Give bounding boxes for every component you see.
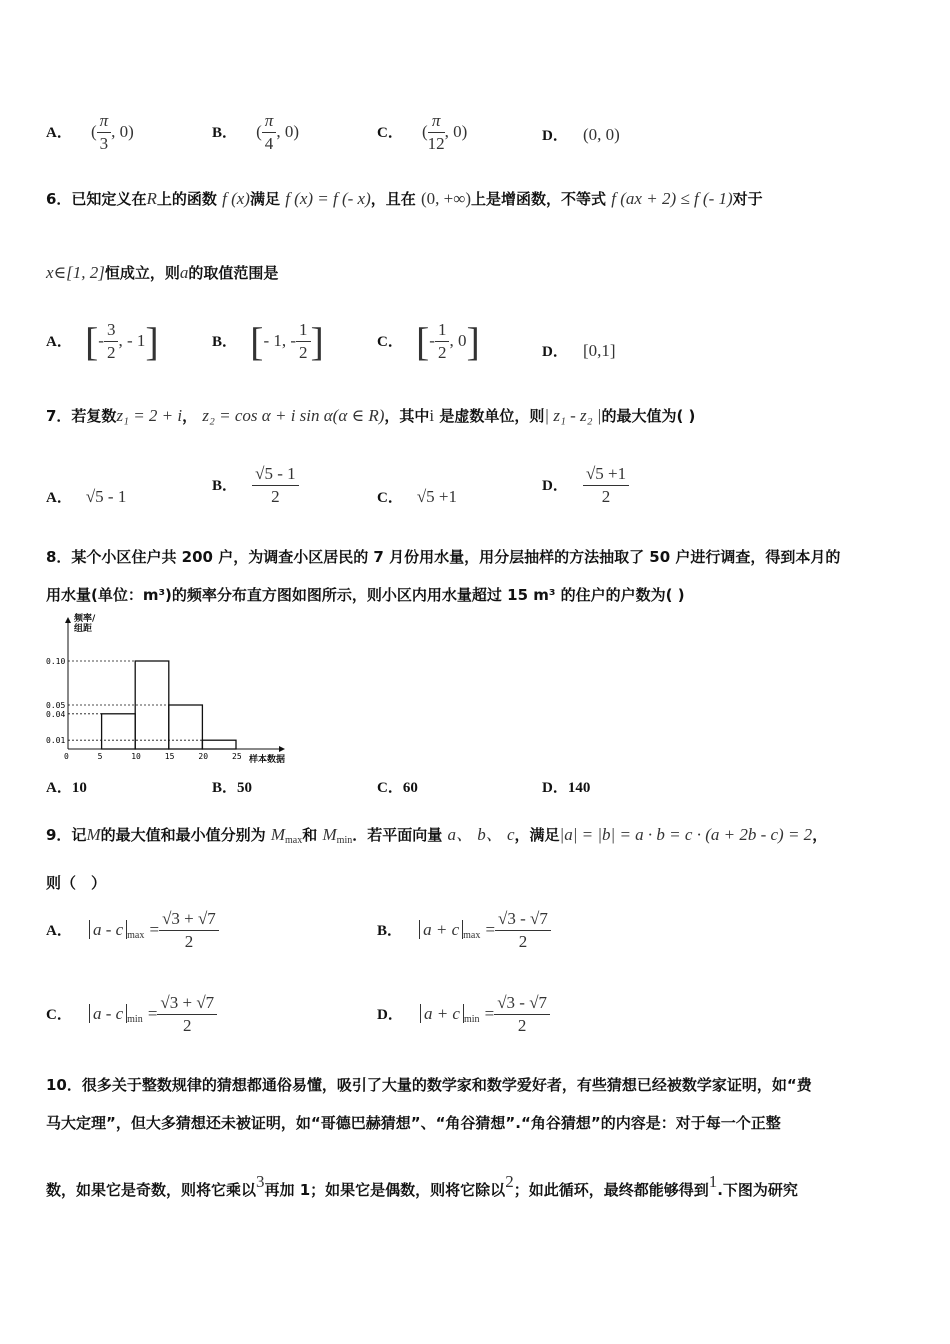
histogram-bar [202,740,236,749]
q9-option-c: C． a - c $_{min}$ = $\frac{√3 + √7}{2}$ [46,992,217,1037]
q7-stem: 7．若复数z₁ = 2 + i， z₂ = cos α + i sin α(α ∈ R)，其中i 是虚数单位，则| z₁ - z₂ |的最大值为( ) [46,406,696,425]
y-axis-label: 频率/组距 [74,614,96,634]
x-tick-label: 20 [198,752,209,761]
y-tick-label: 0.04 [46,709,66,719]
q8-option-d: D．140 [542,780,591,796]
q7-option-d: D． $\frac{√5 +1}{2}$ [542,463,629,508]
q6-option-b: B． [- 1, - $\frac{1}{2}$ ] [212,319,324,364]
q10-line3: 数，如果它是奇数，则将它乘以3再加 1；如果它是偶数，则将它除以2；如此循环，最终都能够得到1.下图为研究 [46,1172,798,1199]
q9-option-a: A． a - c $_{max}$ = $\frac{√3 + √7}{2}$ [46,908,219,953]
q8-stem-line2: 用水量(单位：m³)的频率分布直方图如图所示，则小区内用水量超过 15 m³ 的住户的户数为( ) [46,586,685,604]
q9-then: 则（ ） [46,874,107,892]
histogram [44,612,294,764]
q6-option-c: C． [- $\frac{1}{2}$ , 0] [377,319,480,364]
q6-stem-line2: x∈[1, 2]恒成立，则a的取值范围是 [46,263,279,282]
q5-option-a: A． ( $\frac{\pi}{3}$ , 0) [46,111,134,153]
q5-option-b: B． ( $\frac{\pi}{4}$ , 0) [212,111,299,153]
x-tick-label: 5 [97,752,103,761]
x-tick-label: 25 [232,752,242,761]
q9-option-d: D． a + c $_{min}$ = $\frac{√3 - √7}{2}$ [377,992,550,1037]
histogram-svg [44,612,294,764]
q7-option-a: A． √5 - 1 [46,487,127,506]
q8-stem-line1: 8．某个小区住户共 200 户，为调查小区居民的 7 月份用水量，用分层抽样的方法抽取了 50 户进行调查，得到本月的 [46,548,841,566]
q7-option-c: C． √5 +1 [377,487,458,506]
x-axis-label: 样本数据 [249,755,286,765]
q7-option-b: B． $\frac{√5 - 1}{2}$ [212,463,299,508]
y-tick-label: 0.05 [46,701,66,710]
q8-option-c: C．60 [377,780,418,796]
x-tick-label: 10 [131,752,141,761]
histogram-bar [102,714,136,749]
q6-option-d: D． [0,1] [542,341,616,360]
q8-option-b: B．50 [212,780,253,796]
y-tick-label: 0.10 [46,657,66,666]
x-tick-label: 15 [164,752,175,761]
q10-line2: 马大定理”，但大多猜想还未被证明，如“哥德巴赫猜想”、“角谷猜想”.“角谷猜想”的内容是：对于每一个正整 [46,1114,781,1132]
y-tick-label: 0.01 [46,736,66,746]
q9-stem: 9．记M的最大值和最小值分别为 $M_{max}$和 $M_{min}$．若平面向量 a、 b、 c，满足|a| = |b| = a · b = c · (a + 2b - c) = 2， [46,825,828,846]
q8-option-a: A．10 [46,780,87,796]
option-label: A． [46,125,72,141]
q6-option-a: A． [- $\frac{3}{2}$ , - 1] [46,319,159,364]
histogram-bar [169,705,203,749]
q5-option-c: C． ( $\frac{\pi}{12}$ , 0) [377,111,468,153]
q10-line1: 10．很多关于整数规律的猜想都通俗易懂，吸引了大量的数学家和数学爱好者，有些猜想已经被数学家证明，如“费 [46,1076,812,1094]
q9-option-b: B． a + c $_{max}$ = $\frac{√3 - √7}{2}$ [377,908,551,953]
q6-stem-line1: 6．已知定义在R上的函数 f (x)满足 f (x) = f (- x)，且在 (0, +∞)上是增函数，不等式 f (ax + 2) ≤ f (- 1)对于 [46,189,763,208]
q5-option-d: D． (0, 0) [542,125,620,144]
x-tick-label: 0 [64,752,69,761]
